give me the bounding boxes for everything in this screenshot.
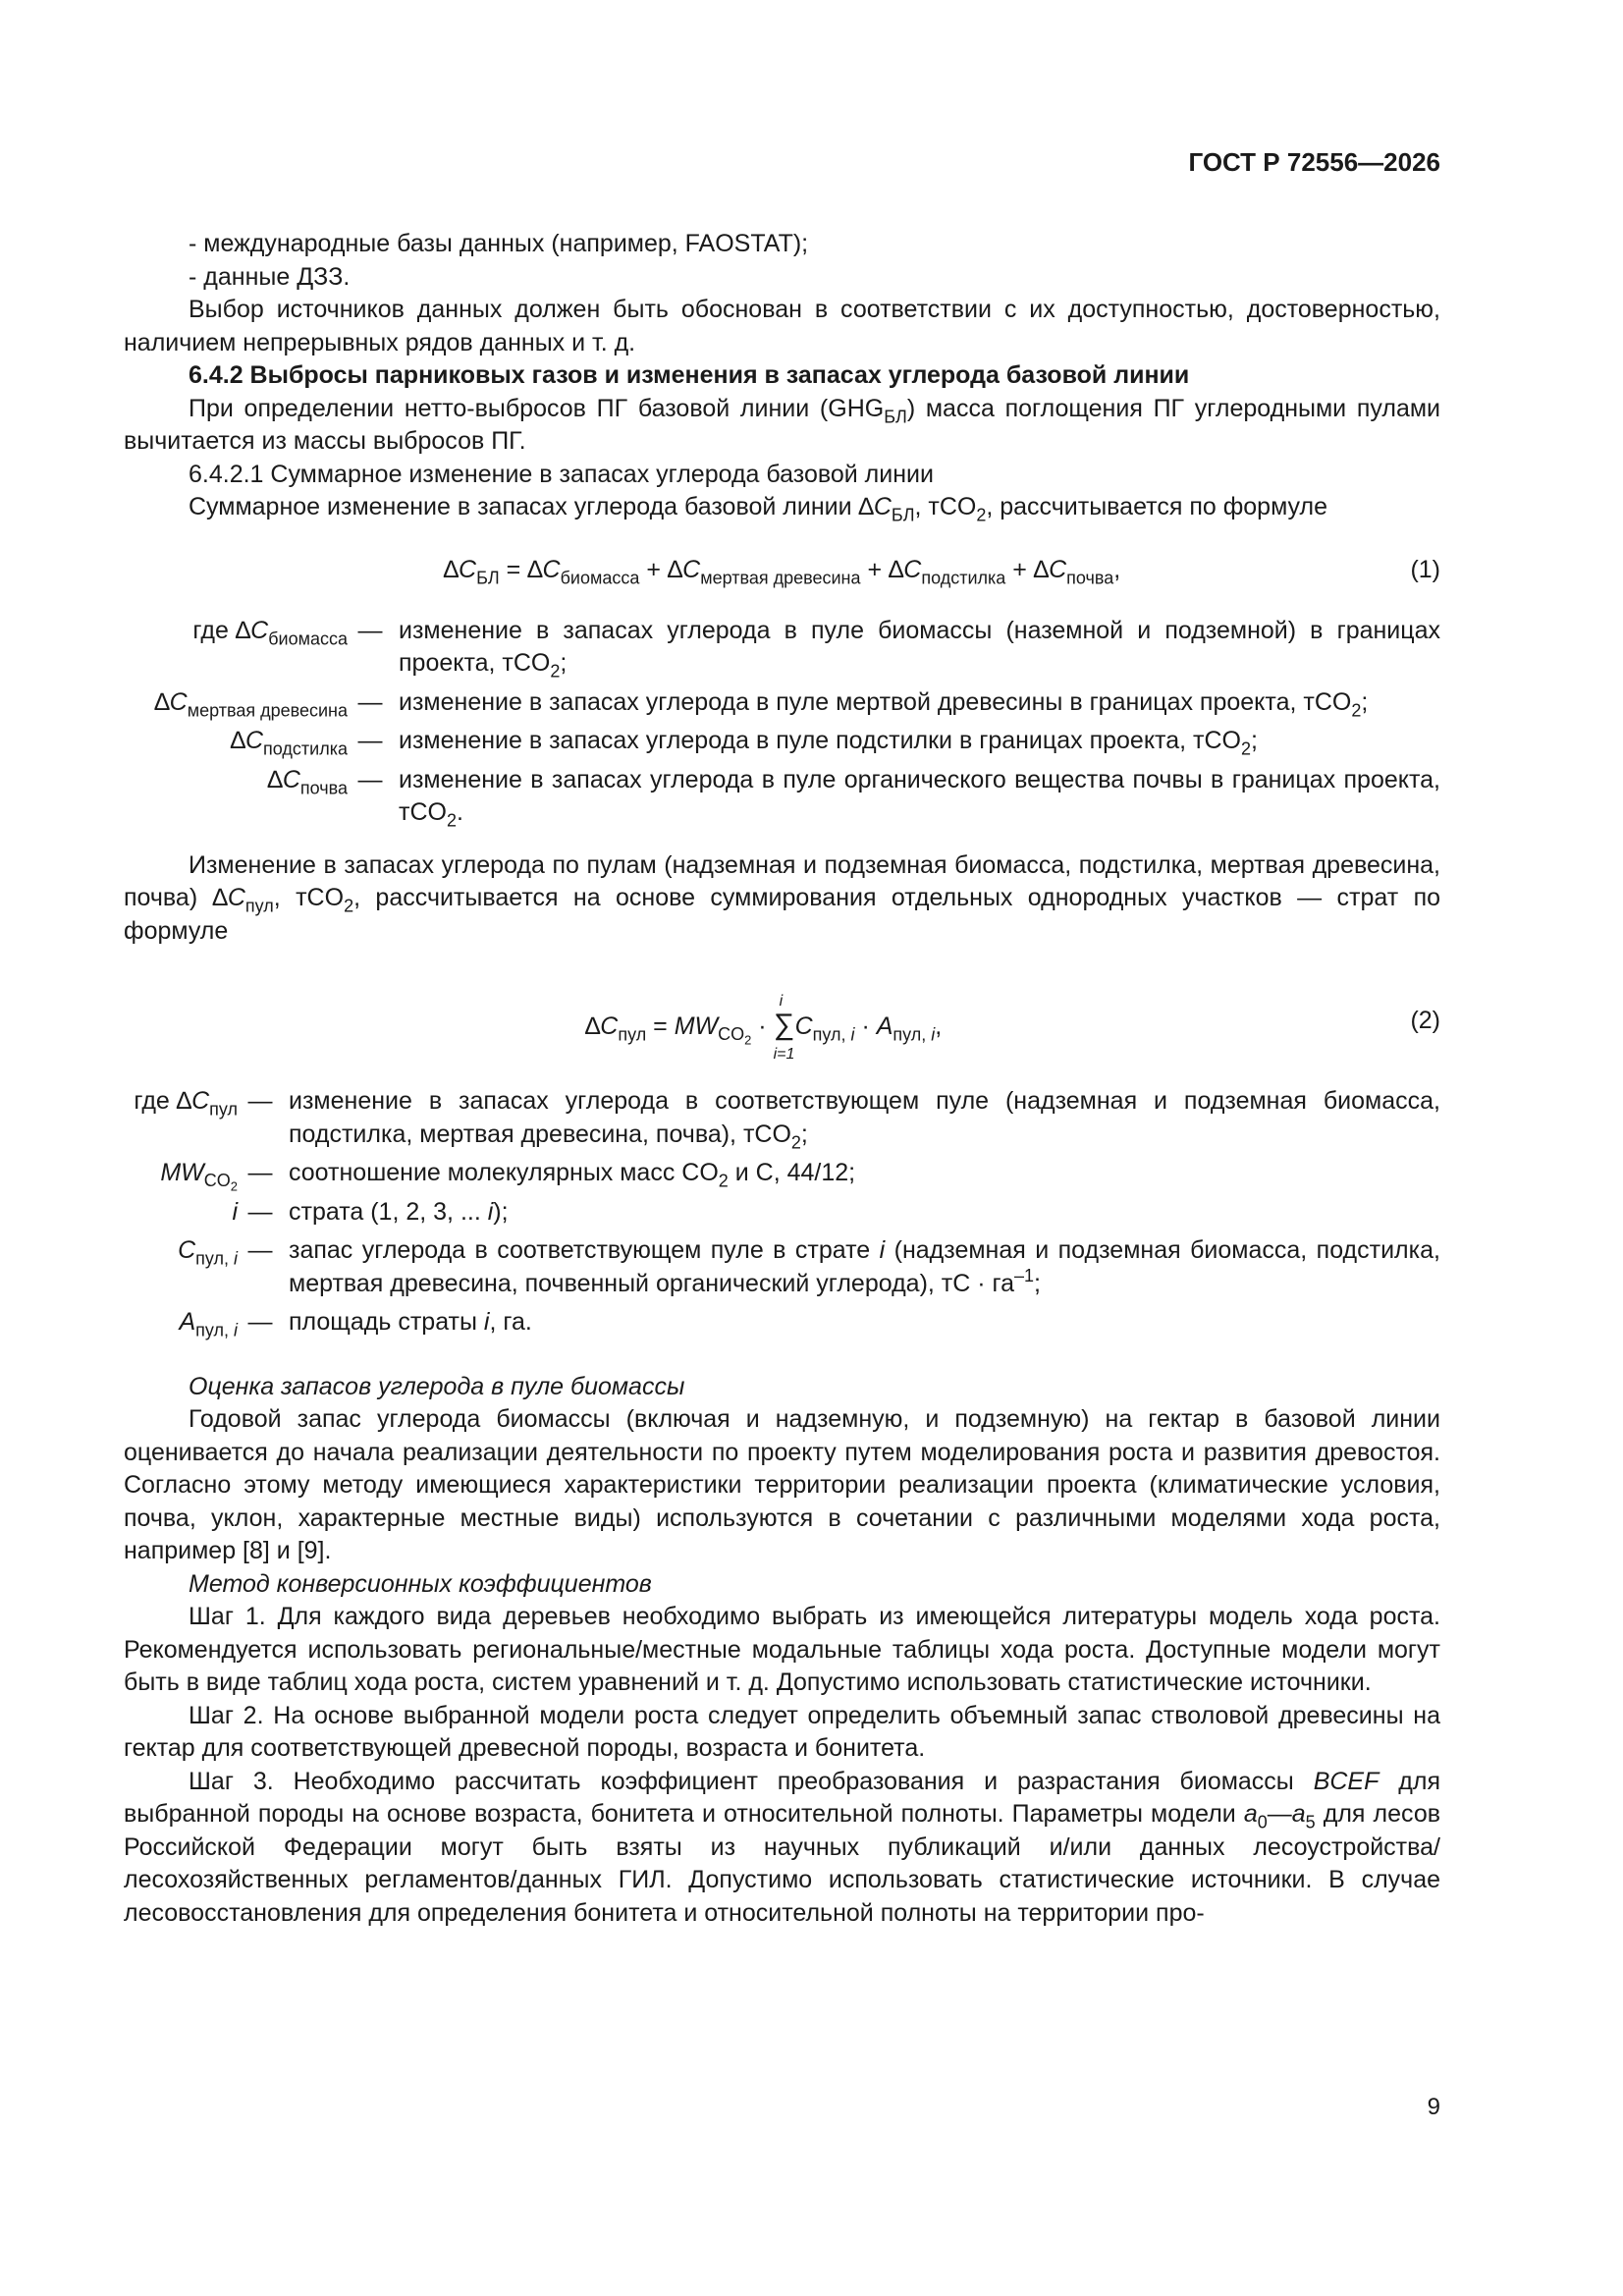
paragraph: Шаг 1. Для каждого вида деревьев необходимо выбрать из имеющейся литературы модель хода роста. Рекомендуется использовать региональные/местные модальные таблицы хода роста. Доступные модели могут быть в виде таблиц хода роста, систем уравнений и т. д. Допустимо использовать статистические источники. — [124, 1603, 1440, 1696]
formula-1 — [124, 554, 1440, 587]
formula-1-number: (1) — [1410, 555, 1440, 583]
paragraph: При определении нетто-выбросов ПГ базовой линии $(GHG_{БЛ})$ масса поглощения ПГ углеродными пулами вычитается из массы выбросов ПГ. — [124, 394, 1440, 455]
definition-symbol: $C_{пул, i}$ — [178, 1236, 238, 1269]
list-item: - данные ДЗЗ. — [189, 262, 351, 291]
definition-symbol: $\Delta C_{подстилка}$ — [230, 727, 348, 759]
paragraph: Шаг 2. На основе выбранной модели роста следует определить объемный запас стволовой древесины на гектар для соответствующей древесной породы, возраста и бонитета. — [124, 1701, 1440, 1762]
definition-text: изменение в запасах углерода в пуле мертвой древесины в границах проекта, тCO$_2$; — [399, 687, 1369, 720]
standard-header: ГОСТ Р 72556—2026 — [1188, 147, 1440, 177]
definition-text: площадь страты i, га. — [289, 1308, 532, 1336]
definition-symbol: где $\Delta C_{биомасса}$ — [192, 616, 348, 648]
definition-row — [120, 1157, 1440, 1196]
paragraph: Выбор источников данных должен быть обоснован в соответствии с их доступностью, достоверностью, наличием непрерывных рядов данных и т. д. — [124, 296, 1440, 356]
definition-dash: — — [357, 765, 383, 793]
definition-dash: — — [357, 687, 383, 716]
definition-row — [120, 1234, 1440, 1306]
definition-symbol: i — [232, 1197, 238, 1226]
paragraph: Годовой запас углерода биомассы (включая и надземную, и подземную) на гектар в базовой линии оценивается до начала реализации деятельности по проекту путем моделирования роста и развития древостоя. Согласно этому методу имеющиеся характеристики территории реализации проекта (климатические условия, почва, уклон, характерные местные виды) используются в сочетании с различными моделями хода роста, например [8] и [9]. — [124, 1405, 1440, 1564]
definition-row — [120, 1085, 1440, 1157]
definition-row — [114, 686, 1440, 726]
definition-dash: — — [247, 1159, 273, 1186]
paragraph: Изменение в запасах углерода по пулам (надземная и подземная биомасса, подстилка, мертвая древесина, почва) $\Delta C_{пул}$, тCO$_2$, рассчитывается на основе суммирования отдельных однородных участков — страт по формуле — [124, 850, 1441, 945]
definition-dash: — — [247, 1087, 273, 1115]
definitions-table-1 — [114, 615, 1440, 836]
summation-sign: i ∑ i=1 — [773, 993, 795, 1063]
definition-dash: — — [247, 1197, 273, 1226]
definition-text: изменение в запасах углерода в пуле биомассы (наземной и подземной) в границах проекта, тCO$_2$; — [399, 616, 1440, 682]
definition-text: изменение в запасах углерода в пуле подстилки в границах проекта, тCO$_2$; — [399, 727, 1258, 759]
definition-row — [120, 1196, 1440, 1235]
definition-symbol: $\Delta C_{почва}$ — [267, 765, 348, 797]
definition-dash: — — [247, 1308, 273, 1336]
definition-text: запас углерода в соответствующем пуле в страте i (надземная и подземная биомасса, подстилка, мертвая древесина, почвенный органический углерода), тC · $га^{-1}$; — [289, 1236, 1440, 1297]
formula-1-expression: $\Delta C_{БЛ} = \Delta C_{биомасса} + \Delta C_{мертвая древесина} + \Delta C_{подстилка} + \Delta C_{почва}$, — [443, 555, 1121, 587]
definition-symbol: $A_{пул, i}$ — [179, 1308, 238, 1340]
definition-row — [114, 615, 1440, 686]
definition-dash: — — [247, 1236, 273, 1264]
definition-symbol: $MW_{CO_2}$ — [160, 1159, 238, 1194]
definition-text: изменение в запасах углерода в пуле органического вещества почвы в границах проекта, тCO$_2$. — [399, 765, 1440, 831]
formula-2 — [124, 991, 1440, 1077]
definition-symbol: где $\Delta C_{пул}$ — [134, 1087, 238, 1120]
definition-text: изменение в запасах углерода в соответствующем пуле (надземная и подземная биомасса, подстилка, мертвая древесина, почва), тCO$_2$; — [289, 1087, 1440, 1152]
definitions-table-2 — [120, 1085, 1440, 1345]
paragraph: Суммарное изменение в запасах углерода базовой линии $\Delta C_{БЛ}$, тCO$_2$, рассчитывается по формуле — [189, 493, 1327, 525]
definition-dash: — — [357, 616, 383, 644]
subsection-heading: Метод конверсионных коэффициентов — [189, 1569, 652, 1598]
subsection-heading: 6.4.2.1 Суммарное изменение в запасах углерода базовой линии — [189, 460, 934, 488]
subsection-heading: Оценка запасов углерода в пуле биомассы — [189, 1372, 685, 1400]
definition-text: страта (1, 2, 3, ... i); — [289, 1197, 509, 1226]
definition-text: соотношение молекулярных масс $CO_2$ и C, 44/12; — [289, 1159, 856, 1191]
definition-row — [114, 725, 1440, 764]
document-body — [124, 228, 1440, 1930]
paragraph: Шаг 3. Необходимо рассчитать коэффициент преобразования и разрастания биомассы BCEF для выбранной породы на основе возраста, бонитета и относительной полноты. Параметры модели $a_0—a_5$ для лесов Российской Федерации могут быть взяты из научных публикаций и/или данных лесоустройства/лесохозяйственных регламентов/данных ГИЛ. Допустимо использовать статистические источники. В случае лесовосстановления для определения бонитета и относительной полноты на территории про- — [124, 1767, 1440, 1927]
definition-dash: — — [357, 727, 383, 754]
definition-row — [120, 1306, 1440, 1345]
page-number: 9 — [1427, 2094, 1440, 2120]
formula-2-expression: $\Delta C_{пул} = MW_{CO_2}$ · i ∑ i=1 $C_{пул, i} \cdot A_{пул, i}$, — [585, 993, 943, 1063]
section-heading: 6.4.2 Выбросы парниковых газов и изменения в запасах углерода базовой линии — [189, 361, 1190, 389]
formula-2-number: (2) — [1410, 1007, 1440, 1034]
definition-symbol: $\Delta C_{мертвая древесина}$ — [154, 687, 348, 720]
definition-row — [114, 764, 1440, 836]
list-item: - международные базы данных (например, FAOSTAT); — [189, 230, 809, 257]
